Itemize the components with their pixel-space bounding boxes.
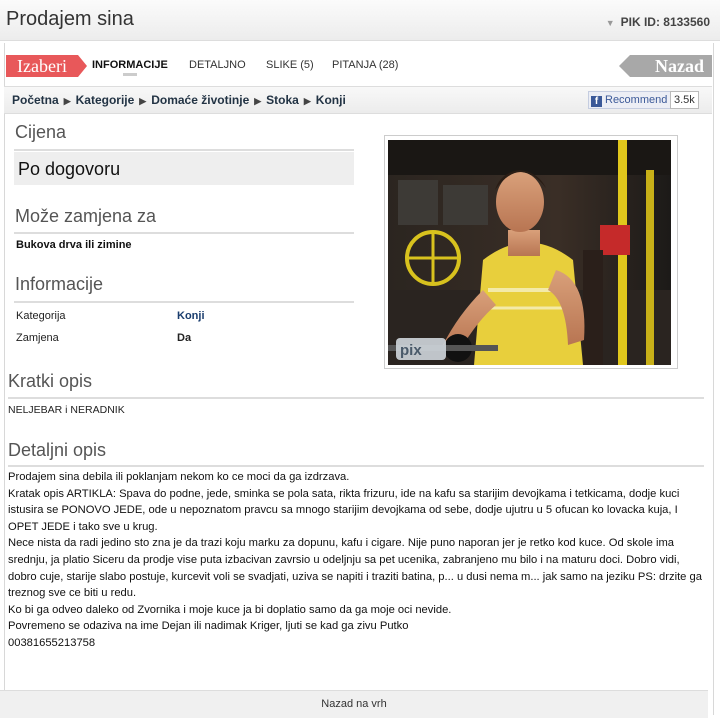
breadcrumb-item[interactable]: Konji	[315, 93, 346, 107]
pik-id[interactable]	[606, 15, 710, 29]
tab-informacije[interactable]: INFORMACIJE	[92, 59, 168, 76]
desc-paragraph: Nece nista da radi jedino sto zna je da trazi koju marku za dopunu, kafu i cigare. Nije puno naporan jer je retko kod kuce. Od skole ima srednju, ja platio Siceru da prodje vise puta izbacivan zavrsio u odeljnju sa pet ucenika, zabranjeno mu bilo i na maturu doci. Dobro vidi, dobro cuje, starije slabo postuje, kurcevit voli se svadjati, uziva se napiti i traziti batina, p... u dusi nema m... jak samo na jeziku PS: drzite ga treznog sve ce biti u redu.	[8, 537, 702, 600]
izaberi-button[interactable]: Izaberi	[6, 55, 78, 77]
product-photo[interactable]	[388, 140, 671, 365]
price-value: Po dogovoru	[14, 152, 354, 185]
recommend-count: 3.5k	[670, 91, 699, 109]
facebook-icon: f	[591, 96, 602, 107]
back-to-top-link[interactable]: Nazad na vrh	[0, 690, 708, 718]
divider	[14, 149, 354, 151]
divider	[14, 301, 354, 303]
page-title: Prodajem sina	[6, 8, 134, 30]
info-heading: Informacije	[15, 274, 104, 294]
dropdown-triangle-icon: ▼	[605, 18, 615, 28]
breadcrumb-item[interactable]: Domaće životinje	[151, 93, 250, 107]
desc-paragraph: Povremeno se odaziva na ime Dejan ili nadimak Kriger, ljuti se kad ga zivu Putko	[8, 620, 409, 633]
price-heading: Cijena	[15, 122, 67, 142]
recommend-label: Recommend	[605, 94, 668, 106]
breadcrumb-item[interactable]: Kategorije	[75, 93, 135, 107]
tab-slike[interactable]: SLIKE (5)	[266, 59, 314, 71]
tab-detaljno[interactable]: DETALJNO	[189, 59, 246, 71]
info-label-kategorija: Kategorija	[16, 310, 66, 322]
chevron-right-icon: ▶	[303, 96, 311, 106]
photo-illustration	[388, 140, 671, 365]
divider	[8, 465, 704, 467]
breadcrumb-bar	[4, 86, 712, 114]
short-desc-text: NELJEBAR i NERADNIK	[8, 404, 125, 416]
chevron-right-icon: ▶	[63, 96, 71, 106]
tab-bar	[6, 50, 712, 84]
breadcrumb	[12, 93, 346, 107]
desc-paragraph: Ko bi ga odveo daleko od Zvornika i moje kuce ja bi doplatio samo da ga moje oci nevide.	[8, 603, 452, 616]
product-photo-frame[interactable]	[384, 135, 678, 369]
chevron-right-icon: ▶	[254, 96, 262, 106]
phone-number: 00381655213758	[8, 636, 96, 649]
detail-desc-text	[8, 469, 704, 652]
short-desc-heading: Kratki opis	[8, 371, 93, 391]
desc-paragraph: Kratak opis ARTIKLA: Spava do podne, jede, sminka se pola sata, rikta frizuru, ide na kafu sa starijim devojkama i tetkicama, dodje kuci istusira se PONOVO JEDE, ode u nepoznatom pravcu sa mnogo starijim devojkama od sebe, dodje ujutru u 5 ofucan ko lovacka kuja, I OPET JEDE i tako sve u krug.	[8, 487, 680, 533]
watermark-text: pix	[400, 342, 422, 359]
top-bar	[0, 0, 720, 41]
chevron-right-icon: ▶	[139, 96, 147, 106]
desc-paragraph: Prodajem sina debila ili poklanjam nekom ko ce moci da ga izdrzava.	[8, 471, 350, 483]
info-value-kategorija[interactable]: Konji	[177, 310, 205, 322]
breadcrumb-item[interactable]: Stoka	[266, 93, 299, 107]
info-label-zamjena: Zamjena	[16, 332, 59, 344]
breadcrumb-item[interactable]: Početna	[12, 93, 59, 107]
active-tab-indicator	[123, 73, 137, 76]
divider	[8, 397, 704, 399]
detail-desc-heading: Detaljni opis	[8, 440, 107, 460]
pik-id-label: PIK ID: 8133560	[620, 15, 710, 29]
info-value-zamjena: Da	[177, 332, 192, 344]
exchange-value: Bukova drva ili zimine	[16, 239, 132, 251]
facebook-recommend-button[interactable]	[588, 91, 672, 109]
tab-pitanja[interactable]: PITANJA (28)	[332, 59, 399, 71]
divider	[14, 232, 354, 234]
back-button[interactable]: Nazad	[630, 55, 712, 77]
exchange-heading: Može zamjena za	[15, 206, 157, 226]
